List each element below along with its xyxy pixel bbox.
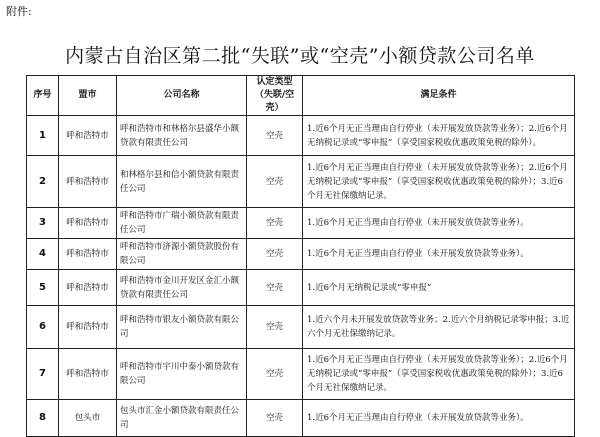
header-type: 认定类型（失联/空壳） [247, 76, 303, 116]
row-condition: 1.近6个月无正当理由自行停业（未开展发放贷款等业务）；2.近6个月无纳税记录或“零申报”（享受国家税收优惠政策免税的除外）。 [303, 116, 575, 156]
row-type: 空壳 [247, 208, 303, 239]
header-no: 序号 [27, 76, 59, 116]
header-city: 盟市 [59, 76, 117, 116]
row-condition: 1.近六个月未开展发放贷款等业务；2.近六个月纳税记录零申报；3.近六个月无社保缴纳记录。 [303, 306, 575, 349]
row-city: 呼和浩特市 [59, 116, 117, 156]
row-city: 呼和浩特市 [59, 208, 117, 239]
header-condition: 满足条件 [303, 76, 575, 116]
row-type: 空壳 [247, 239, 303, 270]
table-row [27, 400, 575, 437]
annex-label: 附件: [6, 5, 32, 18]
table-row [27, 349, 575, 400]
company-list-table [26, 75, 575, 437]
row-company: 和林格尔县和信小额贷款有限责任公司 [117, 156, 247, 208]
document-title: 内蒙古自治区第二批“失联”或“空壳”小额贷款公司名单 [65, 45, 535, 67]
row-condition: 1.近6个月无纳税记录或“零申报” [303, 270, 575, 306]
row-type: 空壳 [247, 349, 303, 400]
row-condition: 1.近6个月无正当理由自行停业（未开展发放贷款等业务）。 [303, 400, 575, 437]
row-company: 呼和浩特市广瑞小额贷款有限责任公司 [117, 208, 247, 239]
header-company: 公司名称 [117, 76, 247, 116]
row-number: 1 [27, 116, 59, 156]
row-type: 空壳 [247, 156, 303, 208]
row-company: 呼和浩特市和林格尔县盛华小额贷款有限责任公司 [117, 116, 247, 156]
table-row [27, 156, 575, 208]
row-type: 空壳 [247, 116, 303, 156]
row-number: 3 [27, 208, 59, 239]
row-city: 呼和浩特市 [59, 239, 117, 270]
row-company: 包头市汇金小额贷款有限责任公司 [117, 400, 247, 437]
row-city: 呼和浩特市 [59, 349, 117, 400]
table-row [27, 306, 575, 349]
row-type: 空壳 [247, 270, 303, 306]
row-type: 空壳 [247, 400, 303, 437]
table-row [27, 208, 575, 239]
row-company: 呼和浩特市济源小额贷款股份有限公司 [117, 239, 247, 270]
row-number: 5 [27, 270, 59, 306]
row-city: 包头市 [59, 400, 117, 437]
row-number: 4 [27, 239, 59, 270]
row-condition: 1.近6个月无正当理由自行停业（未开展发放贷款等业务）。 [303, 239, 575, 270]
row-company: 呼和浩特市宇川中泰小额贷款有限公司 [117, 349, 247, 400]
row-condition: 1.近6个月无正当理由自行停业（未开展发放贷款等业务）；2.近6个月无纳税记录或“零申报”（享受国家税收优惠政策免税的除外）；3.近6个月无社保缴纳记录。 [303, 349, 575, 400]
row-number: 2 [27, 156, 59, 208]
row-number: 6 [27, 306, 59, 349]
row-city: 呼和浩特市 [59, 156, 117, 208]
table-header-row [27, 76, 575, 116]
row-type: 空壳 [247, 306, 303, 349]
row-number: 7 [27, 349, 59, 400]
row-condition: 1.近6个月无正当理由自行停业（未开展发放贷款等业务）。 [303, 208, 575, 239]
row-city: 呼和浩特市 [59, 306, 117, 349]
table-row [27, 116, 575, 156]
table-row [27, 239, 575, 270]
row-city: 呼和浩特市 [59, 270, 117, 306]
row-number: 8 [27, 400, 59, 437]
row-company: 呼和浩特市银友小额贷款有限公司 [117, 306, 247, 349]
table-row [27, 270, 575, 306]
row-company: 呼和浩特市金川开发区金汇小额贷款有限责任公司 [117, 270, 247, 306]
row-condition: 1.近6个月无正当理由自行停业（未开展发放贷款等业务）；2.近6个月无纳税记录或“零申报”（享受国家税收优惠政策免税的除外）；3.近6个月无社保缴纳记录。 [303, 156, 575, 208]
